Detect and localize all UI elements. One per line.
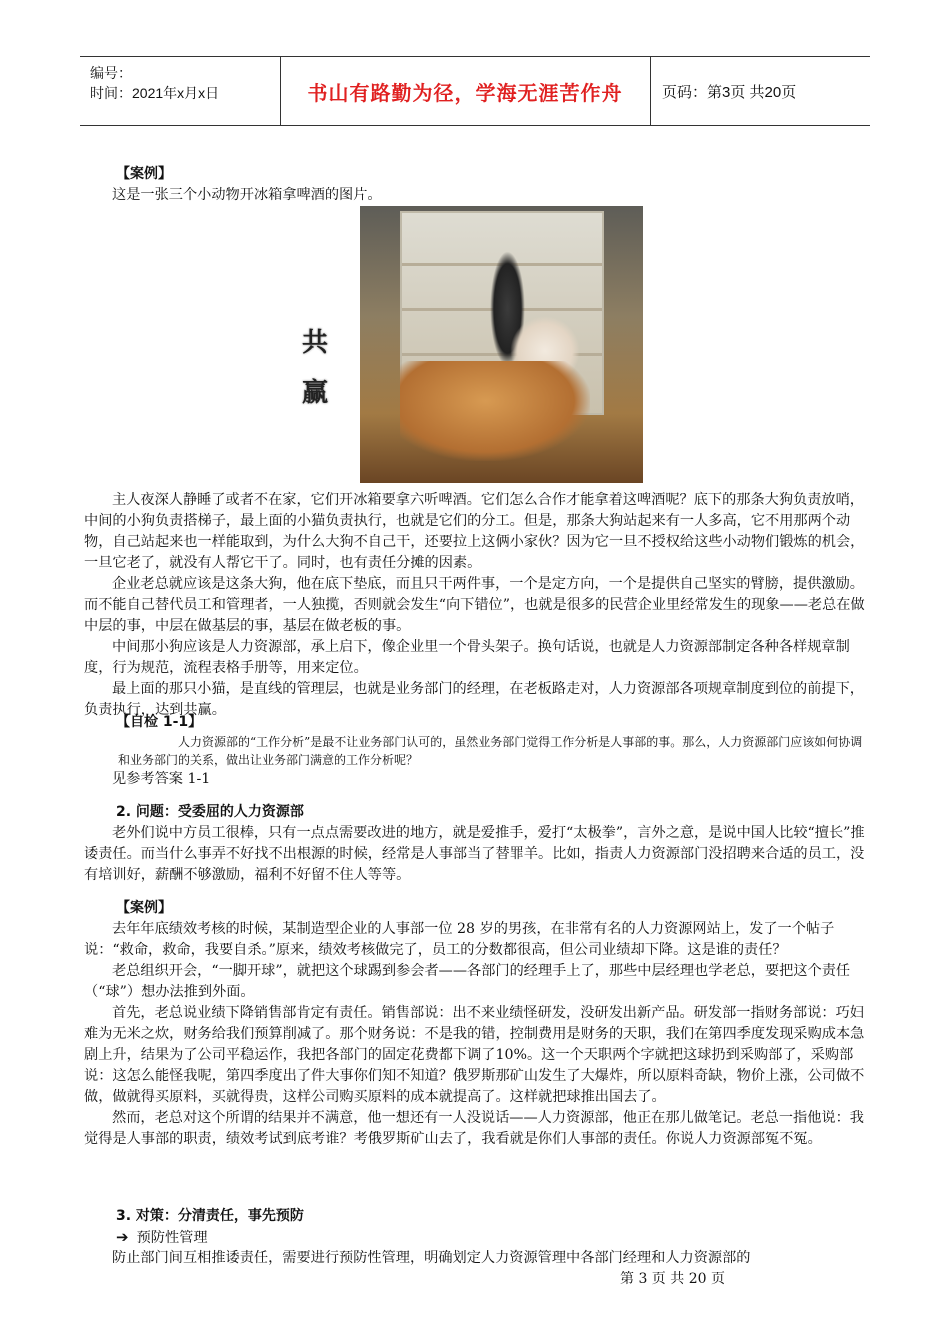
image-caption-char-1: 共 — [302, 328, 329, 358]
selfcheck-block — [112, 712, 872, 790]
big-dog-graphic — [400, 361, 590, 461]
header-page-info: 页码：第3页 共20页 — [662, 83, 797, 101]
case1-paragraph-1: 主人夜深人静睡了或者不在家，它们开冰箱要拿六听啤酒。它们怎么合作才能拿着这啤酒呢？底下的那条大狗负责放哨，中间的小狗负责搭梯子，最上面的小猫负责执行，也就是它们的分工。但是，那条大狗站起来有一人多高，它不用那两个动物，自己站起来也一样能取到，为什么大狗不自己干，还要拉上这俩小家伙？因为它一旦不授权给这些小动物们锻炼的机会，一旦它老了，就没有人帮它干了。同时，也有责任分摊的因素。 — [84, 492, 865, 571]
case2-heading-block — [112, 898, 872, 919]
header-meta — [80, 57, 281, 125]
section3-bullet-label: 预防性管理 — [136, 1230, 208, 1246]
section2-body — [84, 823, 872, 886]
section2-heading: 2. 问题：受委屈的人力资源部 — [116, 804, 304, 820]
section2-paragraph: 老外们说中方员工很棒，只有一点点需要改进的地方，就是爱推手，爱打“太极拳”，言外之意，是说中国人比较“擅长”推诿责任。而当什么事弄不好找不出根源的时候，经常是人事部当了替罪羊。比如，指责人力资源部门没招聘来合适的员工，没有培训好，薪酬不够激励，福利不好留不住人等等。 — [84, 825, 865, 883]
case1-body — [84, 490, 872, 721]
image-caption — [302, 318, 336, 418]
header-motto: 书山有路勤为径，学海无涯苦作舟 — [307, 80, 623, 105]
arrow-right-icon: ➔ — [116, 1228, 129, 1246]
header-page-cell — [650, 57, 870, 125]
header-motto-cell — [280, 57, 651, 125]
document-time: 时间：2021年x月x日 — [90, 85, 220, 101]
case1-intro: 这是一张三个小动物开冰箱拿啤酒的图片。 — [112, 187, 382, 203]
selfcheck-heading: 【自检 1-1】 — [116, 714, 203, 730]
case2-paragraph-4: 然而，老总对这个所谓的结果并不满意，他一想还有一人没说话——人力资源部，他正在那儿做笔记。老总一指他说：我觉得是人事部的职责，绩效考试到底考谁？考俄罗斯矿山去了，我看就是你们人事部的责任。你说人力资源部冤不冤。 — [84, 1110, 864, 1147]
case1-heading: 【案例】 — [116, 166, 172, 182]
section3-paragraph: 防止部门间互相推诿责任，需要进行预防性管理，明确划定人力资源管理中各部门经理和人力资源部的 — [112, 1250, 751, 1266]
case1-paragraph-4: 最上面的那只小猫，是直线的管理层，也就是业务部门的经理，在老板路走对，人力资源部各项规章制度到位的前提下，负责执行，达到共赢。 — [84, 681, 864, 718]
fridge-animals-image — [360, 206, 643, 483]
case1-heading-block — [112, 164, 872, 206]
case2-paragraph-2: 老总组织开会，“一脚开球”，就把这个球踢到参会者——各部门的经理手上了，那些中层经理也学老总，要把这个责任（“球”）想办法推到外面。 — [84, 963, 851, 1000]
case2-heading: 【案例】 — [116, 900, 172, 916]
selfcheck-answer-ref: 见参考答案 1-1 — [112, 771, 211, 787]
selfcheck-question: 人力资源部的“工作分析”是最不让业务部门认可的，虽然业务部门觉得工作分析是人事部的事。那么，人力资源部门应该如何协调和业务部门的关系，做出让业务部门满意的工作分析呢？ — [118, 735, 863, 767]
case2-paragraph-1: 去年年底绩效考核的时候，某制造型企业的人事部一位 28 岁的男孩，在非常有名的人力资源网站上，发了一个帖子说：“救命，救命，我要自杀。”原来，绩效考核做完了，员工的分数都很高，但公司业绩却下降。这是谁的责任？ — [84, 921, 835, 958]
case1-paragraph-3: 中间那小狗应该是人力资源部，承上启下，像企业里一个骨头架子。换句话说，也就是人力资源部制定各种各样规章制度，行为规范，流程表格手册等，用来定位。 — [84, 639, 850, 676]
section2-block — [112, 802, 872, 823]
case1-paragraph-2: 企业老总就应该是这条大狗，他在底下垫底，而且只干两件事，一个是定方向，一个是提供自己坚实的臂膀，提供激励。而不能自己替代员工和管理者，一人独揽，否则就会发生“向下错位”，也就是很多的民营企业里经常发生的现象——老总在做中层的事，中层在做基层的事，基层在做老板的事。 — [84, 576, 865, 634]
page-header — [80, 56, 870, 126]
page-footer: 第 3 页 共 20 页 — [620, 1271, 725, 1287]
case2-body — [84, 919, 872, 1150]
image-caption-char-2: 赢 — [302, 378, 329, 408]
section3-body — [84, 1248, 872, 1269]
section3-bullet — [112, 1227, 872, 1249]
document-number: 编号： — [90, 65, 132, 81]
case2-paragraph-3: 首先，老总说业绩下降销售部肯定有责任。销售部说：出不来业绩怪研发，没研发出新产品。研发部一指财务部说：巧妇难为无米之炊，财务给我们预算削减了。那个财务说：不是我的错，控制费用是财务的天职，我们在第四季度发现采购成本急剧上升，结果为了公司平稳运作，我把各部门的固定花费都下调了10%。这一个天职两个字就把这球扔到采购部了，采购部说：这怎么能怪我呢，第四季度出了件大事你们知不知道？俄罗斯那矿山发生了大爆炸，所以原料奇缺，物价上涨，公司做不做，做就得买原料，买就得贵，这样公司购买原料的成本就提高了。这样就把球推出国去了。 — [84, 1005, 865, 1105]
section3-heading: 3. 对策：分清责任，事先预防 — [116, 1208, 304, 1224]
section3-block — [112, 1206, 872, 1249]
